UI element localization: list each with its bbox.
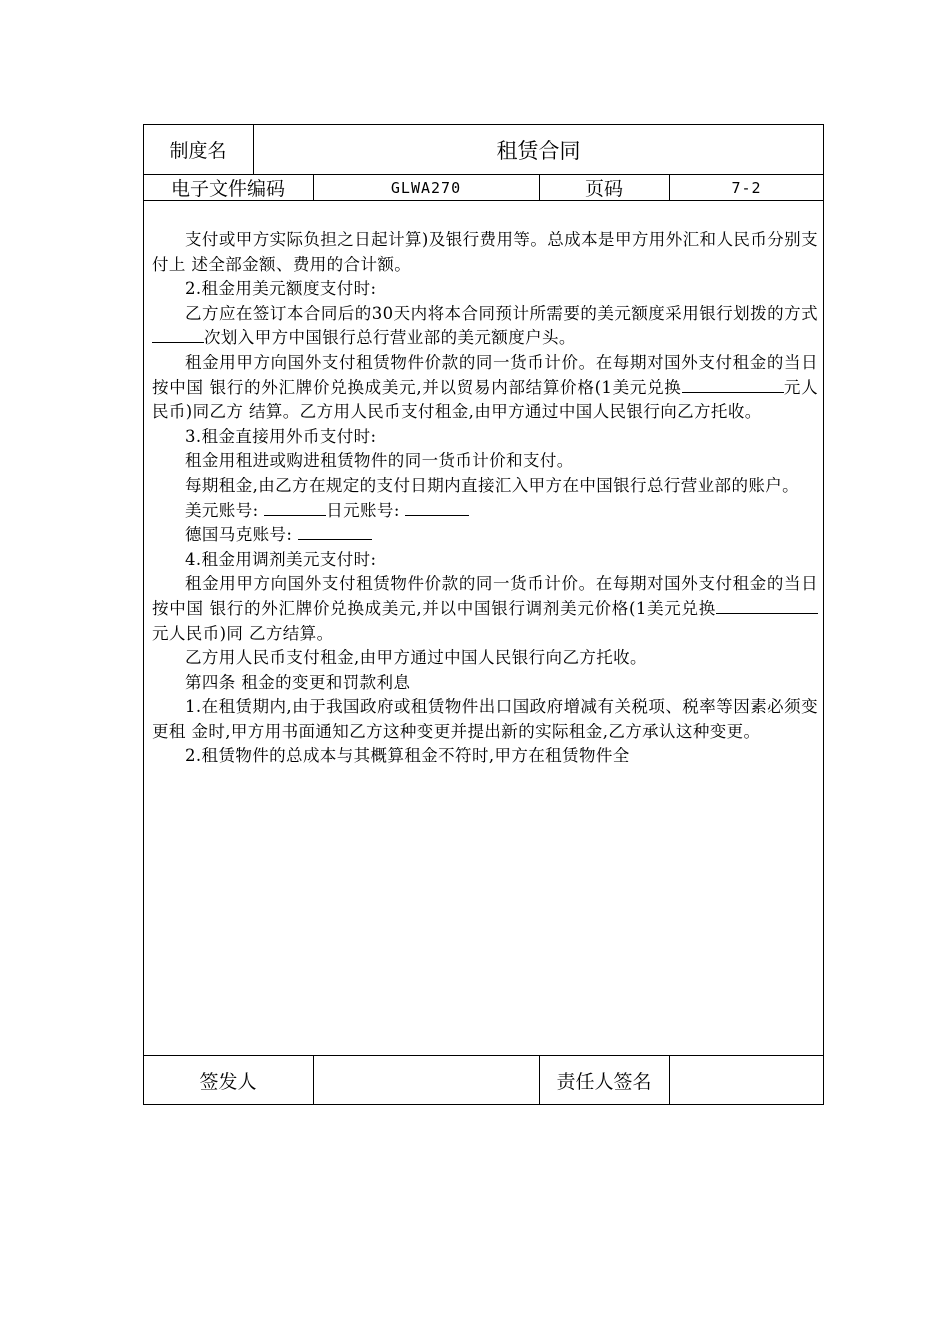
paragraph-text: 支付或甲方实际负担之日起计算)及银行费用等。总成本是甲方用外汇和人民币分别支付上 述全部金额、费用的合计额。: [152, 230, 818, 274]
dem-account-label: 德国马克账号:: [185, 525, 293, 545]
document-title: 租赁合同: [496, 138, 581, 163]
paragraph-text: 乙方用人民币支付租金,由甲方通过中国人民银行向乙方托收。: [185, 648, 647, 668]
file-code-value: GLWA270: [390, 178, 462, 197]
dem-account-blank: [298, 525, 372, 540]
blank-field: [682, 378, 784, 393]
blank-field: [152, 328, 204, 343]
blank-field: [716, 599, 818, 614]
paragraph-text: 1.在租赁期内,由于我国政府或租赁物件出口国政府增减有关税项、税率等因素必须变更租 金时,甲方用书面通知乙方这种变更并提出新的实际租金,乙方承认这种变更。: [152, 697, 818, 741]
section-heading: [152, 548, 818, 573]
paragraph: [152, 302, 818, 351]
section-heading: [152, 277, 818, 302]
system-name-label: 制度名: [169, 140, 227, 162]
page-label: 页码: [584, 178, 623, 200]
section-heading: [152, 425, 818, 450]
account-line: [152, 523, 818, 548]
paragraph-text: 第四条 租金的变更和罚款利息: [185, 672, 411, 692]
paragraph: [152, 449, 818, 474]
paragraph: [152, 695, 818, 744]
paragraph-text: 乙方应在签订本合同后的30天内将本合同预计所需要的美元额度采用银行划拨的方式: [185, 303, 818, 323]
paragraph-text: 租金用租进或购进租赁物件的同一货币计价和支付。: [185, 451, 574, 471]
paragraph-text: 每期租金,由乙方在规定的支付日期内直接汇入甲方在中国银行总行营业部的账户。: [185, 475, 800, 495]
paragraph-text: 4.租金用调剂美元支付时:: [185, 549, 377, 569]
paragraph-text: 租金用甲方向国外支付租赁物件价款的同一货币计价。在每期对国外支付租金的当日按中国 银行的外汇牌价兑换成美元,并以贸易内部结算价格(1美元兑换: [152, 352, 818, 397]
jpy-account-label: 日元账号:: [326, 500, 400, 520]
paragraph: [152, 351, 818, 425]
responsible-person-label: 责任人签名: [556, 1070, 652, 1093]
responsible-signature-field[interactable]: [669, 1055, 824, 1105]
paragraph-text: 元人民币)同 乙方结算。: [152, 623, 334, 643]
paragraph-text: 次划入甲方中国银行总行营业部的美元额度户头。: [204, 328, 576, 348]
article-heading: [152, 671, 818, 696]
usd-account-blank: [264, 501, 326, 516]
paragraph: [152, 744, 818, 769]
paragraph-text: 2.租赁物件的总成本与其概算租金不符时,甲方在租赁物件全: [185, 746, 630, 766]
issuer-label: 签发人: [199, 1070, 257, 1093]
paragraph: [152, 572, 818, 646]
paragraph: [152, 646, 818, 671]
file-code-label: 电子文件编码: [170, 178, 285, 200]
paragraph-text: 租金用甲方向国外支付租赁物件价款的同一货币计价。在每期对国外支付租金的当日按中国 银行的外汇牌价兑换成美元,并以中国银行调剂美元价格(1美元兑换: [152, 574, 818, 618]
paragraph-text: 元人民币)同乙方 结算。乙方用人民币支付租金,由甲方通过中国人民银行向乙方托收。: [152, 377, 818, 422]
paragraph-text: 2.租金用美元额度支付时:: [185, 279, 377, 299]
issuer-signature-field[interactable]: [313, 1055, 539, 1105]
account-line: [152, 499, 818, 524]
usd-account-label: 美元账号:: [185, 500, 259, 520]
page-number: 7-2: [731, 178, 762, 197]
paragraph-text: 3.租金直接用外币支付时:: [185, 426, 377, 446]
contract-body: [152, 228, 818, 769]
paragraph: [152, 474, 818, 499]
paragraph: [152, 228, 818, 277]
jpy-account-blank: [405, 501, 469, 516]
